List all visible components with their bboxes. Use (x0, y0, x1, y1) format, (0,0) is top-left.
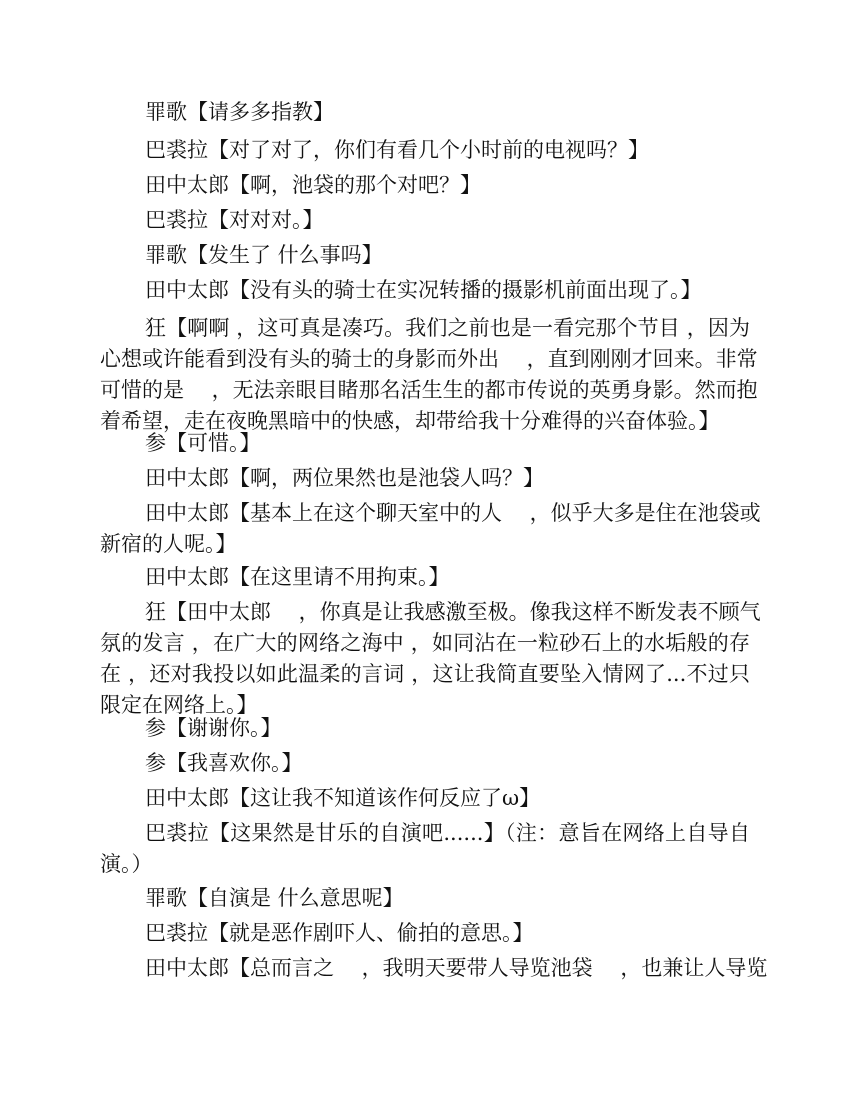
text-line: 田中太郎【总而言之 ，我明天要带人导览池袋 ，也兼让人导览 (145, 956, 768, 980)
paragraph (100, 918, 750, 949)
paragraph (100, 97, 750, 128)
paragraph (100, 135, 750, 166)
text-line: 巴裘拉【就是恶作剧吓人、偷拍的意思。】 (145, 921, 534, 945)
text-line: 参【可惜。】 (145, 431, 261, 455)
text-line: 狂【啊啊 ，这可真是凑巧。我们之前也是一看完那个节目 ，因为 (145, 316, 750, 340)
paragraph (100, 597, 761, 721)
text-line: 田中太郎【基本上在这个聊天室中的人 ，似乎大多是住在池袋或 (145, 501, 761, 525)
text-line: 罪歌【发生了 什么事吗】 (145, 243, 383, 267)
paragraph (100, 748, 750, 779)
paragraph (100, 498, 761, 560)
paragraph (100, 562, 750, 593)
text-line: 限定在网络上。】 (100, 693, 258, 717)
paragraph (100, 783, 750, 814)
text-line: 田中太郎【啊，池袋的那个对吧？】 (145, 173, 481, 197)
text-line: 心想或许能看到没有头的骑士的身影而外出 ，直到刚刚才回来。非常 (100, 347, 758, 371)
paragraph (100, 275, 750, 306)
text-line: 可惜的是 ，无法亲眼目睹那名活生生的都市传说的英勇身影。然而抱 (100, 378, 758, 402)
paragraph (100, 883, 750, 914)
text-line: 演。） (100, 852, 153, 876)
text-line: 田中太郎【啊，两位果然也是池袋人吗？】 (145, 466, 544, 490)
text-line: 狂【田中太郎 ，你真是让我感激至极。像我这样不断发表不顾气 (145, 600, 761, 624)
paragraph (100, 713, 750, 744)
text-line: 田中太郎【在这里请不用拘束。】 (145, 565, 450, 589)
text-line: 罪歌【自演是 什么意思呢】 (145, 886, 404, 910)
text-line: 田中太郎【这让我不知道该作何反应了ω】 (145, 786, 541, 810)
text-line: 巴裘拉【对了对了，你们有看几个小时前的电视吗？】 (145, 138, 649, 162)
paragraph (100, 428, 750, 459)
text-line: 在 ，还对我投以如此温柔的言词 ，这让我简直要坠入情网了...不过只 (100, 662, 750, 686)
paragraph (100, 240, 750, 271)
paragraph (100, 313, 758, 437)
text-line: 参【谢谢你。】 (145, 716, 282, 740)
text-line: 氛的发言 ，在广大的网络之海中 ，如同沾在一粒砂石上的水垢般的存 (100, 631, 750, 655)
paragraph (100, 463, 750, 494)
paragraph (100, 953, 768, 984)
text-line: 罪歌【请多多指教】 (145, 100, 334, 124)
text-line: 参【我喜欢你。】 (145, 751, 303, 775)
paragraph (100, 205, 750, 236)
text-line: 着希望，走在夜晚黑暗中的快感，却带给我十分难得的兴奋体验。】 (100, 409, 720, 433)
paragraph (100, 170, 750, 201)
text-line: 新宿的人呢。】 (100, 532, 237, 556)
text-line: 田中太郎【没有头的骑士在实况转播的摄影机前面出现了。】 (145, 278, 702, 302)
text-line: 巴裘拉【对对对。】 (145, 208, 324, 232)
text-line: 巴裘拉【这果然是甘乐的自演吧......】（注：意旨在网络上自导自 (145, 821, 750, 845)
paragraph (100, 818, 750, 880)
